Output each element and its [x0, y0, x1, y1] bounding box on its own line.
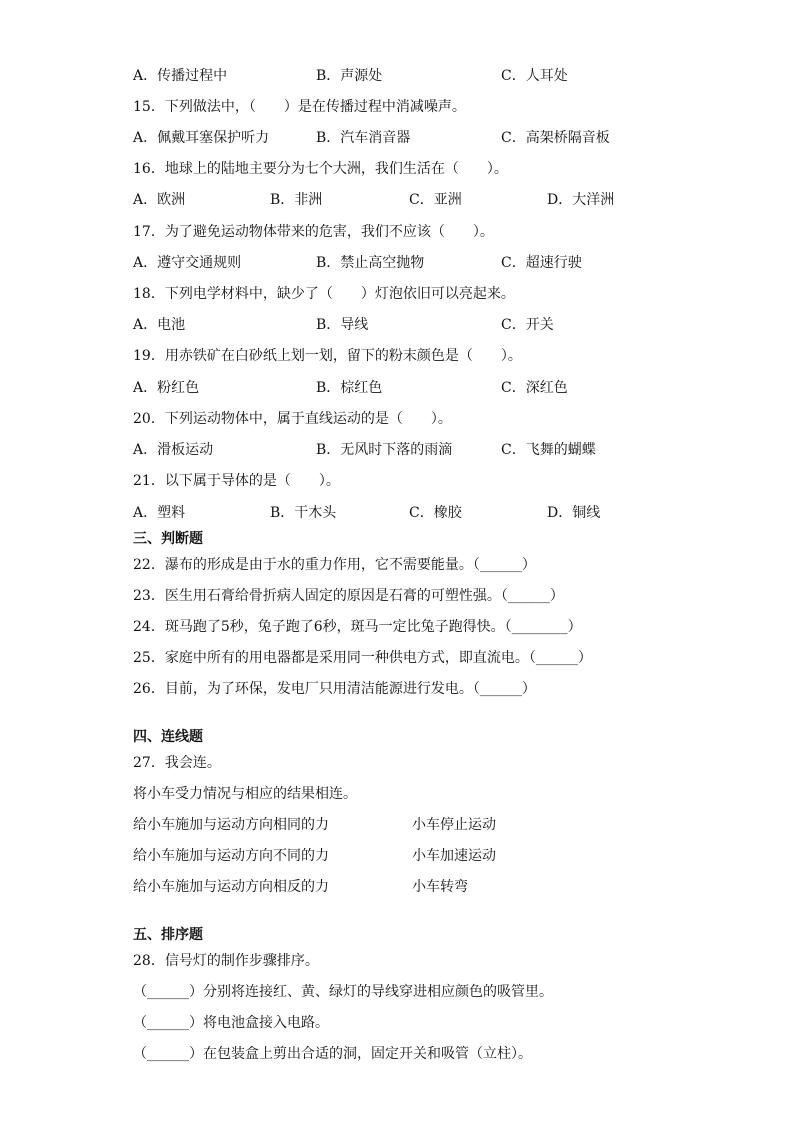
q20-option-a: A．滑板运动 — [133, 442, 214, 458]
q27-instruction: 将小车受力情况与相应的结果相连。 — [133, 786, 357, 802]
q18-option-c: C．开关 — [501, 317, 554, 333]
q19-option-c: C．深红色 — [501, 380, 568, 396]
q16-option-d: D．大洋洲 — [547, 192, 615, 208]
q14-option-b: B．声源处 — [316, 68, 383, 84]
q16-options — [0, 189, 794, 211]
match-left-item: 给小车施加与运动方向相同的力 — [133, 817, 329, 833]
q21-stem: 21．以下属于导体的是（ ）。 — [133, 473, 340, 489]
q15-stem: 15．下列做法中，（ ）是在传播过程中消减噪声。 — [133, 99, 466, 115]
q20-option-b: B．无风时下落的雨滴 — [316, 442, 453, 458]
q19-option-b: B．棕红色 — [316, 380, 383, 396]
q21-option-a: A．塑料 — [133, 505, 186, 521]
q17-option-a: A．遵守交通规则 — [133, 255, 242, 271]
q28-step: （______）在包装盒上剪出合适的洞，固定开关和吸管（立柱）。 — [133, 1046, 532, 1062]
match-right-item: 小车停止运动 — [412, 817, 496, 833]
q16-option-a: A．欧洲 — [133, 192, 186, 208]
section3-heading: 三、判断题 — [133, 531, 203, 547]
q17-stem: 17．为了避免运动物体带来的危害，我们不应该（ ）。 — [133, 224, 494, 240]
q21-option-b: B．干木头 — [270, 505, 337, 521]
q17-option-b: B．禁止高空抛物 — [316, 255, 425, 271]
q25-item: 25．家庭中所有的用电器都是采用同一种供电方式，即直流电。（______） — [133, 650, 592, 666]
q19-options — [0, 377, 794, 399]
q21-option-c: C．橡胶 — [409, 505, 462, 521]
q28-stem: 28．信号灯的制作步骤排序。 — [133, 953, 319, 969]
q18-stem: 18．下列电学材料中，缺少了（ ）灯泡依旧可以亮起来。 — [133, 286, 515, 302]
match-left-item: 给小车施加与运动方向不同的力 — [133, 848, 329, 864]
q22-item: 22．瀑布的形成是由于水的重力作用，它不需要能量。（______） — [133, 557, 536, 573]
q17-options — [0, 252, 794, 274]
q20-stem: 20．下列运动物体中，属于直线运动的是（ ）。 — [133, 411, 452, 427]
q18-options — [0, 314, 794, 336]
q16-stem: 16．地球上的陆地主要分为七个大洲，我们生活在（ ）。 — [133, 161, 508, 177]
q28-step: （______）将电池盒接入电路。 — [133, 1015, 329, 1031]
section5-heading: 五、排序题 — [133, 927, 203, 943]
q16-option-b: B．非洲 — [270, 192, 323, 208]
q14-option-a: A．传播过程中 — [133, 68, 228, 84]
match-right-item: 小车加速运动 — [412, 848, 496, 864]
q15-options — [0, 127, 794, 149]
q27-stem: 27．我会连。 — [133, 755, 221, 771]
q19-stem: 19．用赤铁矿在白砂纸上划一划，留下的粉末颜色是（ ）。 — [133, 348, 522, 364]
q21-options — [0, 502, 794, 524]
q18-option-b: B．导线 — [316, 317, 369, 333]
section4-heading: 四、连线题 — [133, 729, 203, 745]
q15-option-a: A．佩戴耳塞保护听力 — [133, 130, 270, 146]
q20-options — [0, 439, 794, 461]
q19-option-a: A．粉红色 — [133, 380, 200, 396]
q24-item: 24．斑马跑了5秒，兔子跑了6秒，斑马一定比兔子跑得快。（________） — [133, 619, 582, 635]
q18-option-a: A．电池 — [133, 317, 186, 333]
q26-item: 26．目前，为了环保，发电厂只用清洁能源进行发电。（______） — [133, 681, 536, 697]
q14-option-c: C．人耳处 — [501, 68, 568, 84]
q23-item: 23．医生用石膏给骨折病人固定的原因是石膏的可塑性强。（______） — [133, 588, 564, 604]
q17-option-c: C．超速行驶 — [501, 255, 582, 271]
q16-option-c: C．亚洲 — [409, 192, 462, 208]
q20-option-c: C．飞舞的蝴蝶 — [501, 442, 596, 458]
q21-option-d: D．铜线 — [547, 505, 601, 521]
q15-option-b: B．汽车消音器 — [316, 130, 411, 146]
match-left-item: 给小车施加与运动方向相反的力 — [133, 879, 329, 895]
q15-option-c: C．高架桥隔音板 — [501, 130, 610, 146]
q28-step: （______）分别将连接红、黄、绿灯的导线穿进相应颜色的吸管里。 — [133, 984, 553, 1000]
q14-options — [0, 65, 794, 87]
match-right-item: 小车转弯 — [412, 879, 468, 895]
